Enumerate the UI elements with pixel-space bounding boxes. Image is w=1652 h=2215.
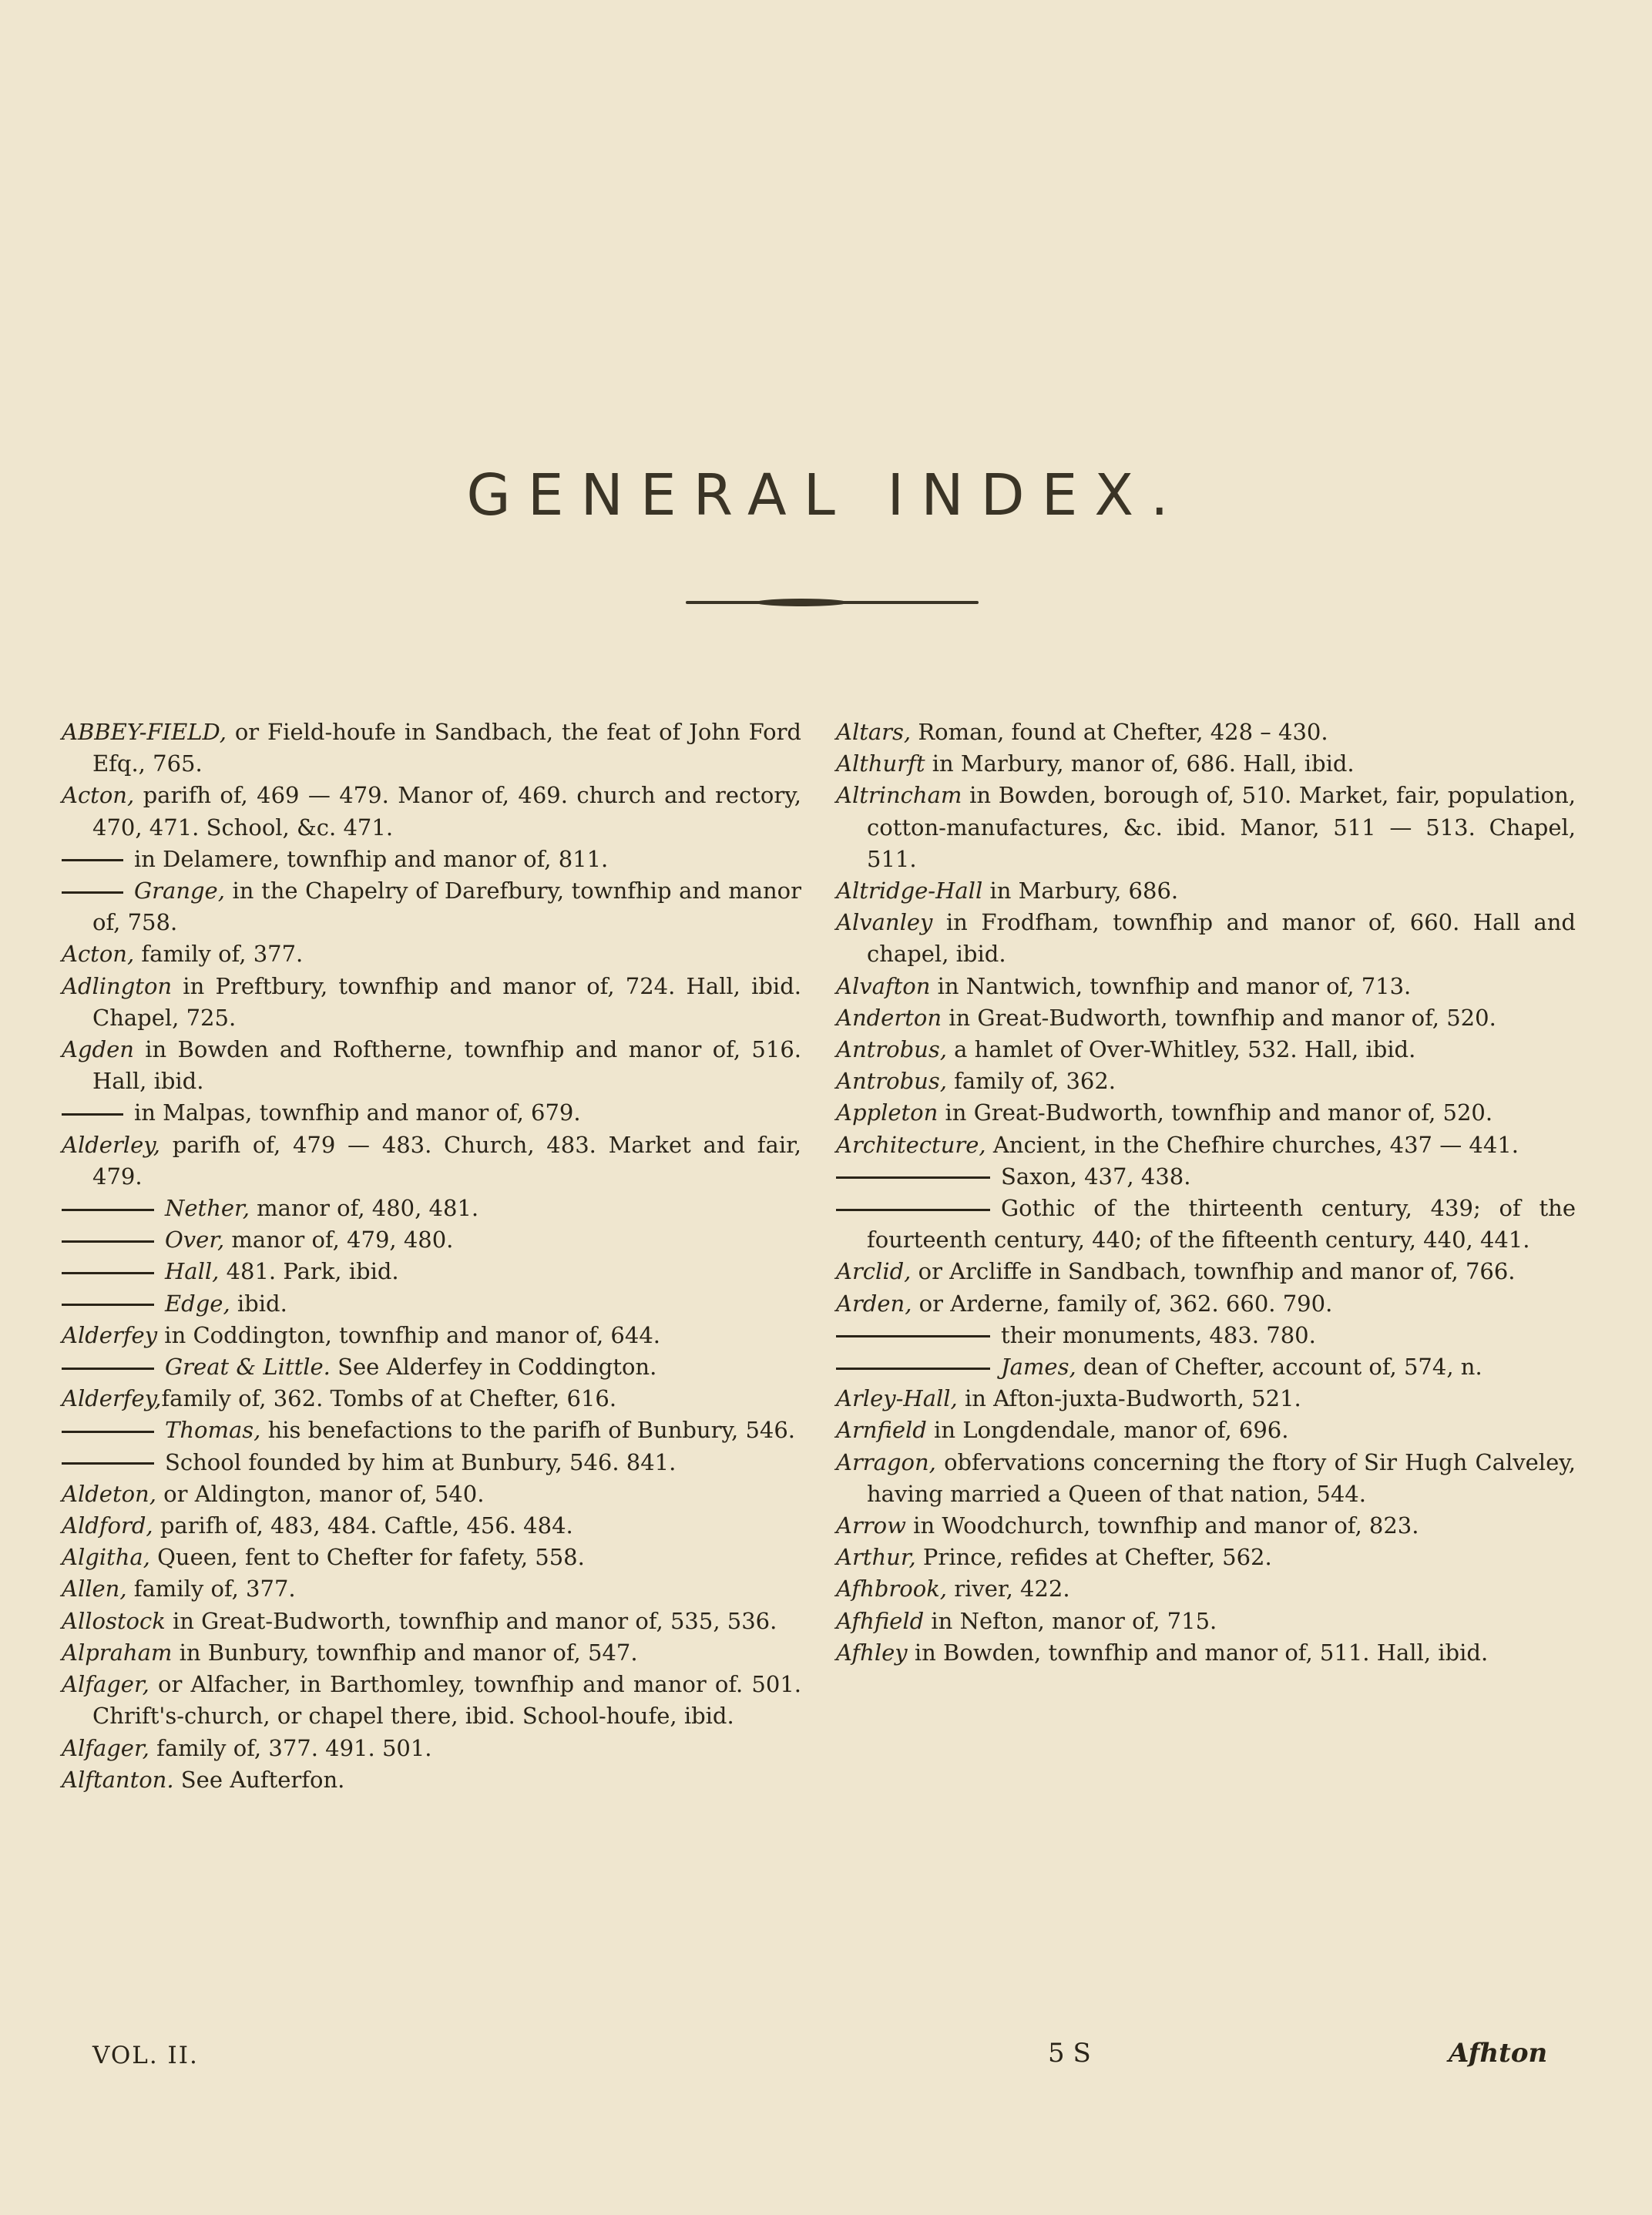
index-entry (836, 1129, 1576, 1161)
continuation-dash (62, 1209, 154, 1211)
signature-mark: 5 S (1048, 2038, 1091, 2069)
entry-text: Saxon, 437, 438. (1001, 1163, 1191, 1190)
index-entry (62, 1733, 801, 1764)
entry-text: in Great-Budworth, townfhip and manor of, 535, 536. (165, 1607, 777, 1634)
entry-heading: Alvafton (836, 972, 931, 999)
entry-heading: Antrobus, (836, 1068, 947, 1095)
index-entry (62, 1447, 801, 1478)
continuation-dash (836, 1335, 990, 1337)
index-entry (836, 717, 1576, 748)
index-entry (62, 971, 801, 1034)
continuation-dash (62, 1462, 154, 1465)
continuation-dash (836, 1176, 990, 1179)
entry-subheading: Nether, (165, 1195, 250, 1222)
index-entry (62, 780, 801, 843)
entry-heading: Afhfield (836, 1607, 925, 1634)
entry-text: in Great-Budworth, townfhip and manor of, 520. (942, 1004, 1496, 1031)
continuation-dash (836, 1368, 990, 1370)
entry-text: in Delamere, townfhip and manor of, 811. (134, 845, 609, 872)
entry-text: in Marbury, 686. (982, 878, 1179, 904)
entry-heading: Alderfey, (62, 1385, 162, 1412)
entry-text: in Coddington, townfhip and manor of, 644. (157, 1321, 661, 1348)
index-entry (62, 1542, 801, 1573)
entry-text: dean of Chefter, account of, 574, n. (1076, 1354, 1482, 1381)
entry-text: family of, 377. (134, 941, 304, 968)
index-entry (62, 938, 801, 970)
index-entry (62, 1288, 801, 1320)
entry-text: in Great-Budworth, townfhip and manor of, 520. (938, 1099, 1493, 1126)
entry-heading: Aldeton, (62, 1480, 156, 1507)
continuation-dash (62, 891, 123, 894)
entry-heading: Arley-Hall, (836, 1385, 958, 1412)
index-entry (62, 1320, 801, 1351)
index-entry (62, 1669, 801, 1732)
volume-label: VOL. II. (92, 2042, 199, 2069)
entry-text: in Bunbury, townfhip and manor of, 547. (172, 1639, 638, 1666)
entry-text: family of, 362. (946, 1068, 1116, 1095)
index-entry (62, 1351, 801, 1383)
entry-subheading: Thomas, (165, 1417, 261, 1444)
index-entry (62, 1129, 801, 1193)
entry-heading: Altridge-Hall (836, 878, 983, 904)
entry-subheading: Grange, (134, 878, 225, 904)
index-entry (62, 1510, 801, 1542)
entry-text: their monuments, 483. 780. (1001, 1321, 1316, 1348)
index-entry (836, 1573, 1576, 1605)
entry-heading: Alvanley (836, 909, 933, 936)
index-entry (62, 1573, 801, 1605)
entry-heading: Architecture, (836, 1131, 986, 1158)
left-index-column (62, 717, 801, 1796)
index-entry (836, 1161, 1576, 1193)
index-entry (836, 907, 1576, 970)
entry-heading: Acton, (62, 782, 135, 809)
entry-text: parifh of, 483, 484. Caftle, 456. 484. (153, 1512, 573, 1539)
entry-heading: Acton, (62, 941, 135, 968)
continuation-dash (836, 1209, 990, 1211)
entry-heading: Arnfield (836, 1417, 927, 1444)
index-entry (836, 748, 1576, 780)
entry-text: family of, 362. Tombs of at Chefter, 616. (161, 1385, 617, 1412)
entry-text: family of, 377. (126, 1576, 296, 1603)
index-entry (62, 1637, 801, 1669)
entry-text: in Nantwich, townfhip and manor of, 713. (930, 972, 1412, 999)
index-entry (836, 1637, 1576, 1669)
entry-text: parifh of, 469 — 479. Manor of, 469. church and rectory, 470, 471. School, &c. 471. (92, 782, 801, 841)
entry-subheading: Great & Little. (165, 1354, 331, 1381)
entry-text: or Arderne, family of, 362. 660. 790. (912, 1290, 1333, 1317)
entry-text: Roman, found at Chefter, 428 – 430. (911, 719, 1328, 745)
continuation-dash (62, 1272, 154, 1274)
right-index-column (836, 717, 1576, 1669)
entry-heading: Aldford, (62, 1512, 153, 1539)
entry-text: Ancient, in the Chefhire churches, 437 — 441. (985, 1131, 1519, 1158)
entry-text: Prince, refides at Chefter, 562. (915, 1544, 1272, 1571)
index-entry (62, 1256, 801, 1287)
continuation-dash (62, 1368, 154, 1370)
entry-text: or Arcliffe in Sandbach, townfhip and manor of, 766. (911, 1258, 1516, 1285)
index-entry (836, 1256, 1576, 1287)
index-entry (836, 780, 1576, 875)
entry-text: in Marbury, manor of, 686. Hall, ibid. (925, 750, 1355, 777)
index-entry (836, 1351, 1576, 1383)
entry-text: in the Chapelry of Darefbury, townfhip and manor of, 758. (92, 878, 801, 936)
entry-text: Queen, fent to Chefter for fafety, 558. (149, 1544, 585, 1571)
entry-text: in Longdendale, manor of, 696. (926, 1417, 1289, 1444)
entry-heading: Anderton (836, 1004, 942, 1031)
entry-text: or Field-houfe in Sandbach, the feat of John Ford Efq., 765. (92, 719, 801, 777)
entry-heading: Alderfey (62, 1321, 158, 1348)
index-entry (836, 1510, 1576, 1542)
index-entry (62, 1606, 801, 1637)
entry-text: or Aldington, manor of, 540. (156, 1480, 485, 1507)
entry-heading: Allen, (62, 1576, 127, 1603)
entry-text: obfervations concerning the ftory of Sir Hugh Calveley, having married a Queen of that nation, 544. (867, 1448, 1576, 1507)
entry-text: or Alfacher, in Barthomley, townfhip and manor of. 501. Chrift's-church, or chapel there, ibid. School-houfe, ibid. (92, 1671, 801, 1730)
index-entry (836, 1383, 1576, 1415)
page-title: GENERAL INDEX. (466, 462, 1186, 529)
entry-heading: Altrincham (836, 782, 962, 809)
index-entry (62, 1764, 801, 1796)
entry-heading: Adlington (62, 972, 173, 999)
entry-heading: Alderley, (62, 1131, 160, 1158)
index-entry (836, 971, 1576, 1002)
entry-subheading: James, (1001, 1354, 1076, 1381)
entry-heading: Arden, (836, 1290, 912, 1317)
continuation-dash (62, 1240, 154, 1243)
entry-text: in Bowden and Roftherne, townfhip and manor of, 516. Hall, ibid. (92, 1036, 801, 1095)
entry-heading: Alpraham (62, 1639, 173, 1666)
index-entry (836, 1034, 1576, 1066)
entry-text: river, 422. (946, 1576, 1070, 1603)
entry-text: School founded by him at Bunbury, 546. 841. (165, 1448, 677, 1475)
entry-text: manor of, 479, 480. (224, 1227, 454, 1253)
index-entry (836, 1415, 1576, 1446)
entry-text: parifh of, 479 — 483. Church, 483. Market and fair, 479. (92, 1131, 801, 1190)
continuation-dash (62, 1431, 154, 1433)
entry-subheading: Hall, (165, 1258, 220, 1285)
entry-text: See Alderfey in Coddington. (330, 1354, 657, 1381)
index-entry (836, 1002, 1576, 1034)
entry-subheading: Edge, (165, 1290, 230, 1317)
entry-subheading: Over, (165, 1227, 225, 1253)
entry-heading: Alfager, (62, 1734, 149, 1761)
entry-heading: Althurft (836, 750, 925, 777)
index-entry (62, 844, 801, 875)
continuation-dash (62, 1113, 123, 1116)
entry-text: in Frodfham, townfhip and manor of, 660. Hall and chapel, ibid. (867, 909, 1576, 968)
index-entry (62, 1193, 801, 1224)
entry-text: in Bowden, townfhip and manor of, 511. Hall, ibid. (907, 1639, 1489, 1666)
index-entry (836, 1320, 1576, 1351)
entry-text: See Aufterfon. (173, 1766, 345, 1793)
catchword: Afhton (1449, 2038, 1548, 2069)
index-entry (836, 875, 1576, 907)
index-entry (62, 1383, 801, 1415)
entry-text: his benefactions to the parifh of Bunbury, 546. (260, 1417, 796, 1444)
entry-heading: Allostock (62, 1607, 166, 1634)
index-entry (62, 1034, 801, 1097)
index-entry (836, 1193, 1576, 1256)
entry-text: in Bowden, borough of, 510. Market, fair, population, cotton-manufactures, &c. ibid. Manor, 511 — 513. Chapel, 511. (867, 782, 1576, 872)
index-entry (62, 875, 801, 938)
entry-text: Gothic of the thirteenth century, 439; of the fourteenth century, 440; of the fifteenth century, 440, 441. (867, 1195, 1576, 1253)
entry-text: manor of, 480, 481. (249, 1195, 479, 1222)
entry-heading: Arthur, (836, 1544, 916, 1571)
index-entry (62, 1415, 801, 1446)
title-ornament-rule (686, 601, 979, 604)
index-entry (836, 1288, 1576, 1320)
index-entry (836, 1097, 1576, 1129)
entry-heading: Afhley (836, 1639, 908, 1666)
entry-heading: Alftanton. (62, 1766, 174, 1793)
entry-text: a hamlet of Over-Whitley, 532. Hall, ibid. (946, 1036, 1416, 1063)
entry-text: in Woodchurch, townfhip and manor of, 823. (905, 1512, 1419, 1539)
entry-text: family of, 377. 491. 501. (149, 1734, 432, 1761)
entry-heading: Arclid, (836, 1258, 912, 1285)
entry-heading: Antrobus, (836, 1036, 947, 1063)
index-entry (62, 717, 801, 780)
entry-text: in Afton-juxta-Budworth, 521. (957, 1385, 1301, 1412)
index-entry (836, 1542, 1576, 1573)
index-entry (62, 1478, 801, 1510)
entry-text: in Preftbury, townfhip and manor of, 724. Hall, ibid. Chapel, 725. (92, 972, 801, 1031)
entry-heading: Appleton (836, 1099, 938, 1126)
entry-text: in Malpas, townfhip and manor of, 679. (134, 1099, 581, 1126)
entry-heading: ABBEY-FIELD, (62, 719, 227, 745)
entry-heading: Arrow (836, 1512, 906, 1539)
index-entry (836, 1447, 1576, 1510)
entry-text: 481. Park, ibid. (219, 1258, 399, 1285)
index-entry (836, 1606, 1576, 1637)
entry-heading: Alfager, (62, 1671, 149, 1698)
index-entry (836, 1066, 1576, 1097)
entry-text: in Nefton, manor of, 715. (924, 1607, 1217, 1634)
entry-heading: Arragon, (836, 1448, 936, 1475)
entry-heading: Afhbrook, (836, 1576, 947, 1603)
entry-heading: Algitha, (62, 1544, 150, 1571)
entry-heading: Agden (62, 1036, 134, 1063)
entry-heading: Altars, (836, 719, 912, 745)
continuation-dash (62, 1304, 154, 1306)
continuation-dash (62, 859, 123, 861)
index-entry (62, 1224, 801, 1256)
index-entry (62, 1097, 801, 1129)
entry-text: ibid. (230, 1290, 287, 1317)
